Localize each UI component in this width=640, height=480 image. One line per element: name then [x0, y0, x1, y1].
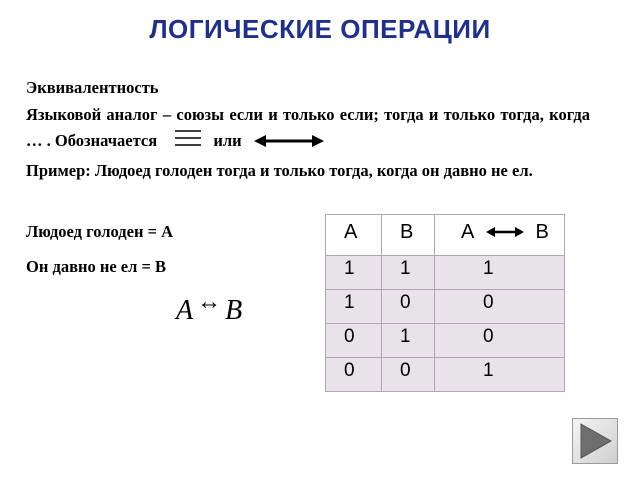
analog-or: или [213, 131, 242, 150]
cell-b: 0 [400, 292, 411, 313]
truth-table-header [326, 215, 565, 256]
header-b: В [400, 221, 414, 243]
cell-result: 0 [483, 292, 494, 313]
formula-right: B [225, 295, 243, 326]
table-row [326, 358, 565, 392]
section-heading: Эквивалентность [26, 78, 159, 97]
next-arrow-icon [573, 419, 617, 463]
table-row [326, 290, 565, 324]
header-equivalence [435, 215, 564, 244]
statement-b: Он давно не ел = В [26, 257, 167, 276]
analog-text: Языковой аналог – союзы если и только если; тогда и только тогда, когда … . Обозначается [26, 105, 590, 150]
cell-a: 1 [344, 258, 355, 279]
statement-a: Людоед голоден = А [26, 222, 174, 241]
analog-paragraph [26, 104, 590, 152]
table-row [326, 256, 565, 290]
header-equivalence-right: В [535, 221, 549, 243]
cell-result: 1 [483, 360, 494, 381]
double-arrow-icon [254, 133, 324, 149]
example-text: Пример: Людоед голоден тогда и только тогда, когда он давно не ел. [26, 161, 533, 180]
table-row [326, 324, 565, 358]
cell-a: 0 [344, 326, 355, 347]
header-equivalence-left: А [461, 221, 475, 243]
double-arrow-icon [486, 221, 524, 233]
triple-bar-icon [169, 129, 209, 147]
cell-a: 0 [344, 360, 355, 381]
cell-result: 1 [483, 258, 494, 279]
formula-arrow: ↔ [197, 289, 222, 315]
page-title: ЛОГИЧЕСКИЕ ОПЕРАЦИИ [149, 14, 491, 44]
header-a: А [344, 221, 358, 243]
truth-table [325, 214, 565, 392]
cell-a: 1 [344, 292, 355, 313]
cell-b: 1 [400, 258, 411, 279]
next-slide-button[interactable] [572, 418, 618, 464]
equivalence-formula [176, 289, 243, 327]
cell-result: 0 [483, 326, 494, 347]
cell-b: 0 [400, 360, 411, 381]
cell-b: 1 [400, 326, 411, 347]
formula-left: A [176, 295, 194, 326]
